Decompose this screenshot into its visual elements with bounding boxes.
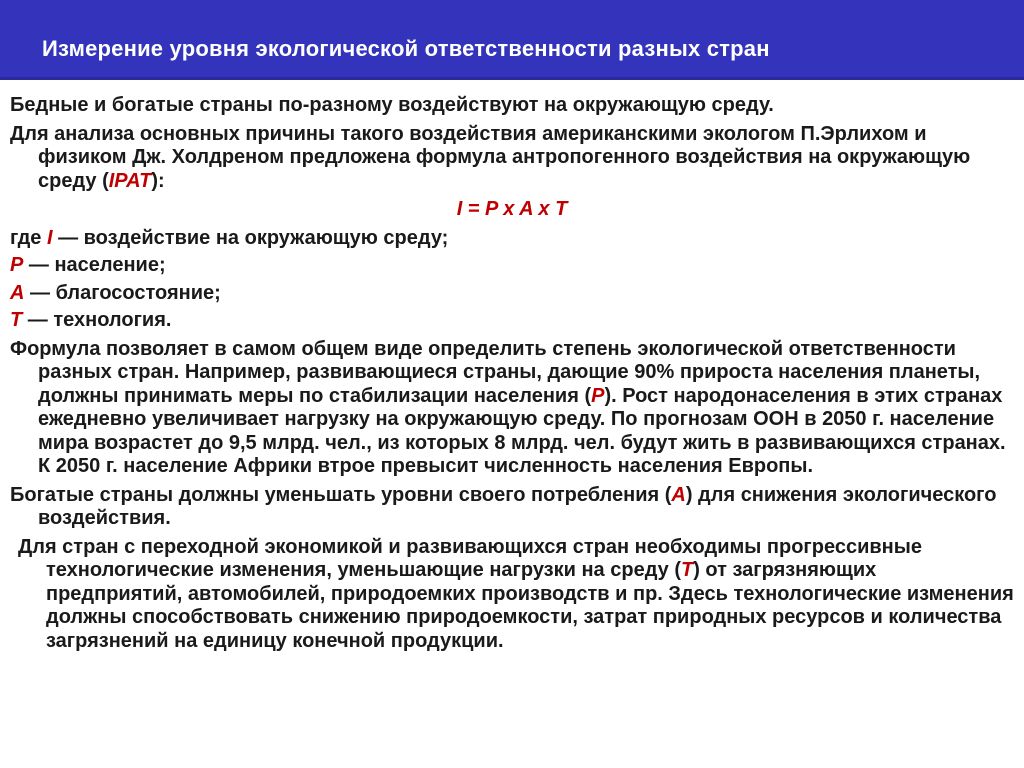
paragraph-transition-letter-t: T bbox=[680, 559, 694, 581]
paragraph-rich-countries bbox=[10, 484, 1014, 531]
title-bar bbox=[0, 0, 1024, 80]
slide-body bbox=[10, 94, 1014, 658]
paragraph-population bbox=[10, 338, 1014, 479]
letter-t: T bbox=[10, 309, 23, 331]
paragraph-transition-text-b: ) от загрязняющих предприятий, автомобилей, природоемких производств и пр. Здесь технологические изменения должны способствовать снижению природоемкости, затрат природных ресурсов и количества загрязнений на единицу конечной продукции. bbox=[46, 559, 1014, 652]
paragraph-transition-text-a: Для стран с переходной экономикой и развивающихся стран необходимы прогрессивные технологические изменения, уменьшающие нагрузки на среду ( bbox=[18, 535, 922, 581]
paragraph-rich-text-b: ) для снижения экологического воздействия. bbox=[38, 483, 997, 529]
definition-t-text: — технология. bbox=[22, 309, 172, 331]
ipat-abbr: IPAT bbox=[108, 169, 152, 192]
paragraph-ipat-text-a: Для анализа основных причины такого воздействия американскими экологом П.Эрлихом и физиком Дж. Холдреном предложена формула антропогенного воздействия на окружающую среду ( bbox=[10, 122, 971, 192]
paragraph-rich-text-a: Богатые страны должны уменьшать уровни своего потребления ( bbox=[10, 483, 672, 506]
formula: I = P x A x T bbox=[456, 198, 568, 220]
paragraph-population-text-b: ). Рост народонаселения в этих странах ежедневно увеличивает нагрузку на окружающую среду. По прогнозам ООН в 2050 г. население мира возрастет до 9,5 млрд. чел., из которых 8 млрд. чел. будут жить в развивающихся странах. К 2050 г. население Африки втрое превысит численность населения Европы. bbox=[38, 384, 1006, 477]
definition-p bbox=[10, 254, 1014, 278]
paragraph-population-text-a: Формула позволяет в самом общем виде определить степень экологической ответственности разных стран. Например, развивающиеся страны, дающие 90% прироста населения планеты, должны принимать меры по стабилизации населения ( bbox=[10, 337, 981, 407]
paragraph-intro bbox=[10, 94, 1014, 118]
definition-a bbox=[10, 282, 1014, 306]
paragraph-transition-economies bbox=[18, 536, 1014, 654]
definition-p-text: — население; bbox=[23, 254, 166, 276]
paragraph-rich-letter-a: A bbox=[671, 483, 686, 506]
paragraph-population-letter-p: P bbox=[591, 384, 605, 407]
paragraph-intro-text: Бедные и богатые страны по-разному воздействуют на окружающую среду. bbox=[10, 94, 774, 116]
definition-i-prefix: где bbox=[10, 226, 47, 249]
letter-p: P bbox=[10, 254, 24, 276]
definition-i-text: — воздействие на окружающую среду; bbox=[52, 226, 449, 249]
letter-a: A bbox=[10, 281, 25, 304]
paragraph-ipat bbox=[10, 123, 1014, 194]
letter-i: I bbox=[46, 226, 53, 249]
definition-i bbox=[10, 227, 1014, 251]
definition-t bbox=[10, 309, 1014, 333]
definition-a-text: — благосостояние; bbox=[24, 281, 221, 304]
page-title: Измерение уровня экологической ответственности разных стран bbox=[42, 36, 770, 61]
paragraph-ipat-text-b: ): bbox=[151, 169, 165, 192]
